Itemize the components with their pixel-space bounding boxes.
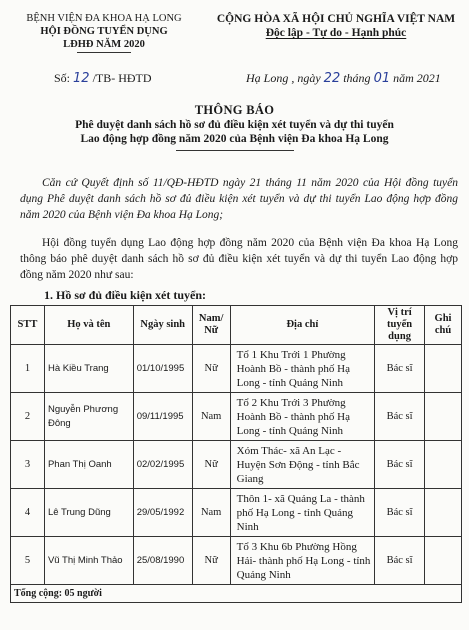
cell-gender: Nữ <box>192 537 230 585</box>
legal-basis-paragraph: Căn cứ Quyết định số 11/QĐ-HĐTD ngày 21 tháng 11 năm 2020 của Hội đồng tuyển dụng Phê duyệt danh sách hồ sơ đủ điều kiện xét tuyển và dự thi tuyển Lao động hợp đồng năm 2020 của Bệnh viện Đa khoa Hạ Long; <box>20 177 458 221</box>
date-place: Hạ Long , ngày <box>246 71 321 85</box>
header-note: Ghi chú <box>425 306 462 345</box>
cell-address: Tổ 2 Khu Trới 3 Phường Hoành Bồ - thành phố Hạ Long - tỉnh Quảng Ninh <box>230 393 374 441</box>
date-year: năm 2021 <box>393 71 441 85</box>
header-position: Vị trí tuyển dụng <box>375 306 425 345</box>
header-stt: STT <box>11 306 45 345</box>
cell-gender: Nam <box>192 393 230 441</box>
cell-total: Tổng cộng: 05 người <box>11 585 462 603</box>
cell-note <box>425 489 462 537</box>
cell-dob: 01/10/1995 <box>133 345 192 393</box>
cell-position: Bác sĩ <box>375 441 425 489</box>
table-row <box>11 537 462 585</box>
cell-note <box>425 345 462 393</box>
table-row <box>11 345 462 393</box>
header-name: Họ và tên <box>44 306 133 345</box>
committee-name: HỘI ĐỒNG TUYỂN DỤNG <box>40 26 168 37</box>
cell-position: Bác sĩ <box>375 537 425 585</box>
date-month-label: tháng <box>343 71 371 85</box>
issuer-underline <box>77 52 131 53</box>
subtitle-line-1: Phê duyệt danh sách hồ sơ đủ điều kiện xét tuyển và dự thi tuyển <box>75 119 394 131</box>
table-row <box>11 489 462 537</box>
date-line <box>246 71 441 86</box>
cell-stt: 3 <box>11 441 45 489</box>
national-motto-block <box>205 12 467 40</box>
cell-name: Phan Thị Oanh <box>44 441 133 489</box>
candidate-table <box>10 305 462 603</box>
table-row <box>11 393 462 441</box>
cell-dob: 29/05/1992 <box>133 489 192 537</box>
header-dob: Ngày sinh <box>133 306 192 345</box>
cell-note <box>425 441 462 489</box>
document-subtitle <box>0 118 469 146</box>
handwritten-number: 12 <box>73 71 90 86</box>
cell-position: Bác sĩ <box>375 489 425 537</box>
cell-name: Lê Trung Dũng <box>44 489 133 537</box>
cell-position: Bác sĩ <box>375 393 425 441</box>
handwritten-day: 22 <box>323 71 341 86</box>
cell-name: Vũ Thị Minh Thảo <box>44 537 133 585</box>
cell-note <box>425 393 462 441</box>
cell-dob: 25/08/1990 <box>133 537 192 585</box>
cell-name: Hà Kiều Trang <box>44 345 133 393</box>
subtitle-line-2: Lao động hợp đồng năm 2020 của Bệnh viện Đa khoa Hạ Long <box>80 133 389 145</box>
cell-address: Tổ 1 Khu Trới 1 Phường Hoành Bồ - thành phố Hạ Long - tỉnh Quảng Ninh <box>230 345 374 393</box>
cell-stt: 4 <box>11 489 45 537</box>
section-heading: 1. Hồ sơ đủ điều kiện xét tuyển: <box>44 288 206 302</box>
cell-gender: Nam <box>192 489 230 537</box>
cell-dob: 02/02/1995 <box>133 441 192 489</box>
title-underline <box>176 150 294 151</box>
motto: Độc lập - Tự do - Hạnh phúc <box>265 27 407 39</box>
table-total-row <box>11 585 462 603</box>
table-row <box>11 441 462 489</box>
issuer-block <box>4 12 204 53</box>
cell-stt: 2 <box>11 393 45 441</box>
cell-stt: 5 <box>11 537 45 585</box>
cell-name: Nguyễn Phương Đông <box>44 393 133 441</box>
document-number <box>54 71 152 86</box>
country-name: CỘNG HÒA XÃ HỘI CHỦ NGHĨA VIỆT NAM <box>216 13 456 25</box>
intro-paragraph: Hội đồng tuyển dụng Lao động hợp đồng năm 2020 của Bệnh viện Đa khoa Hạ Long thông báo phê duyệt danh sách hồ sơ đủ điều kiện xét tuyển và dự thi tuyển Lao động hợp đồng năm 2020 như sau: <box>20 237 458 281</box>
hospital-name: BỆNH VIỆN ĐA KHOA HẠ LONG <box>26 13 182 24</box>
committee-year: LĐHĐ NĂM 2020 <box>63 39 145 50</box>
cell-address: Xóm Thác- xã An Lạc - Huyện Sơn Động - tỉnh Bắc Giang <box>230 441 374 489</box>
table-header-row <box>11 306 462 345</box>
cell-address: Tổ 3 Khu 6b Phường Hồng Hải- thành phố Hạ Long - tỉnh Quảng Ninh <box>230 537 374 585</box>
cell-address: Thôn 1- xã Quảng La - thành phố Hạ Long - tỉnh Quảng Ninh <box>230 489 374 537</box>
number-prefix: Số: <box>54 71 71 85</box>
document-title: THÔNG BÁO <box>194 103 275 117</box>
cell-gender: Nữ <box>192 345 230 393</box>
handwritten-month: 01 <box>373 71 391 86</box>
header-gender: Nam/ Nữ <box>192 306 230 345</box>
cell-position: Bác sĩ <box>375 345 425 393</box>
number-suffix: /TB- HĐTD <box>92 71 152 85</box>
cell-stt: 1 <box>11 345 45 393</box>
header-address: Địa chỉ <box>230 306 374 345</box>
cell-gender: Nữ <box>192 441 230 489</box>
cell-dob: 09/11/1995 <box>133 393 192 441</box>
cell-note <box>425 537 462 585</box>
